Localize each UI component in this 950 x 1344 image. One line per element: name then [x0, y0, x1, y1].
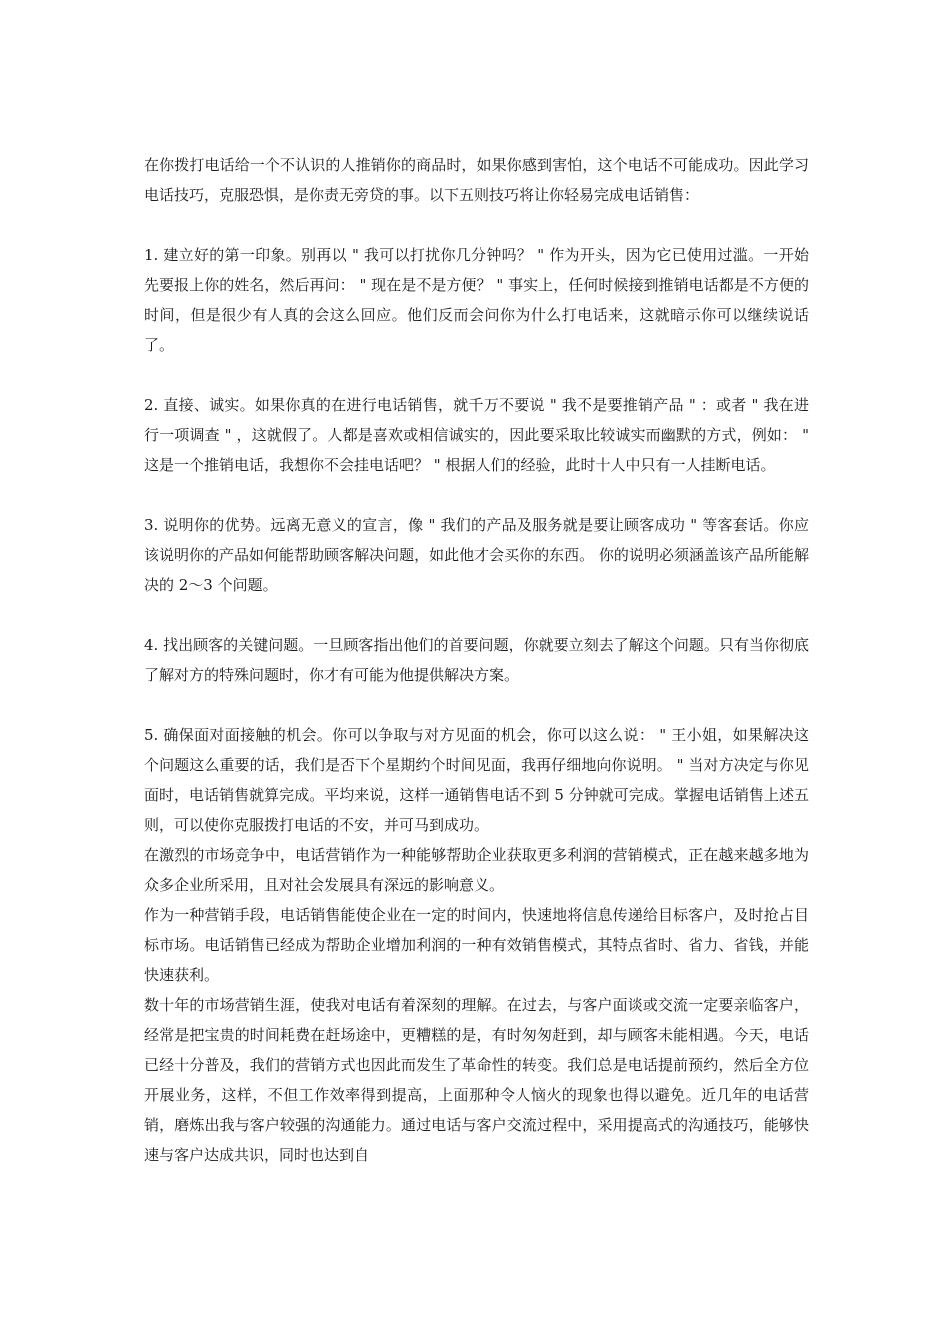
experience-paragraph: 数十年的市场营销生涯，使我对电话有着深刻的理解。在过去，与客户面谈或交流一定要亲临客户，经常是把宝贵的时间耗费在赶场途中，更糟糕的是，有时匆匆赶到，却与顾客未能相遇。今天，电话已经十分普及，我们的营销方式也因此而发生了革命性的转变。我们总是电话提前预约，然后全方位开展业务，这样，不但工作效率得到提高，上面那种令人恼火的现象也得以避免。近几年的电话营销，磨炼出我与客户较强的沟通能力。通过电话与客户交流过程中，采用提高式的沟通技巧，能够快速与客户达成共识，同时也达到自 — [144, 996, 809, 1164]
paragraph-gap — [144, 600, 809, 630]
tip-3-paragraph: 3. 说明你的优势。远离无意义的宣言，像 " 我们的产品及服务就是要让顾客成功 " 等客套话。你应该说明你的产品如何能帮助顾客解决问题，如此他才会买你的东西。 你的说明必须涵盖该产品所能解决的 2～3 个问题。 — [144, 516, 809, 594]
paragraph-gap — [144, 210, 809, 240]
paragraph-gap — [144, 360, 809, 390]
tip-1-paragraph: 1. 建立好的第一印象。别再以 " 我可以打扰你几分钟吗？ " 作为开头，因为它已使用过滥。一开始先要报上你的姓名，然后再问： " 现在是不是方便？ " 事实上，任何时候接到推销电话都是不方便的时间，但是很少有人真的会这么回应。他们反而会问你为什么打电话来，这就暗示你可以继续说话了。 — [144, 246, 809, 354]
paragraph-gap — [144, 480, 809, 510]
paragraph-gap — [144, 690, 809, 720]
tip-5-paragraph: 5. 确保面对面接触的机会。你可以争取与对方见面的机会，你可以这么说： " 王小姐，如果解决这个问题这么重要的话，我们是否下个星期约个时间见面，我再仔细地向你说明。 " 当对方决定与你见面时，电话销售就算完成。平均来说，这样一通销售电话不到 5 分钟就可完成。掌握电话销售上述五则，可以使你克服拨打电话的不安，并可马到成功。 — [144, 726, 809, 834]
intro-paragraph: 在你拨打电话给一个不认识的人推销你的商品时，如果你感到害怕，这个电话不可能成功。因此学习电话技巧，克服恐惧，是你责无旁贷的事。以下五则技巧将让你轻易完成电话销售： — [144, 156, 809, 204]
tip-4-paragraph: 4. 找出顾客的关键问题。一旦顾客指出他们的首要问题，你就要立刻去了解这个问题。只有当你彻底了解对方的特殊问题时，你才有可能为他提供解决方案。 — [144, 636, 809, 684]
marketing-means-paragraph: 作为一种营销手段，电话销售能使企业在一定的时间内，快速地将信息传递给目标客户，及时抢占目标市场。电话销售已经成为帮助企业增加利润的一种有效销售模式，其特点省时、省力、省钱，并能快速获利。 — [144, 906, 809, 984]
market-competition-paragraph: 在激烈的市场竞争中，电话营销作为一种能够帮助企业获取更多利润的营销模式，正在越来越多地为众多企业所采用，且对社会发展具有深远的影响意义。 — [144, 846, 809, 894]
tip-2-paragraph: 2. 直接、诚实。如果你真的在进行电话销售，就千万不要说 " 我不是要推销产品 " ：或者 " 我在进行一项调查 " ，这就假了。人都是喜欢或相信诚实的，因此要采取比较诚实而幽默的方式，例如： " 这是一个推销电话，我想你不会挂电话吧？ " 根据人们的经验，此时十人中只有一人挂断电话。 — [144, 396, 809, 474]
document-body — [144, 150, 809, 1170]
